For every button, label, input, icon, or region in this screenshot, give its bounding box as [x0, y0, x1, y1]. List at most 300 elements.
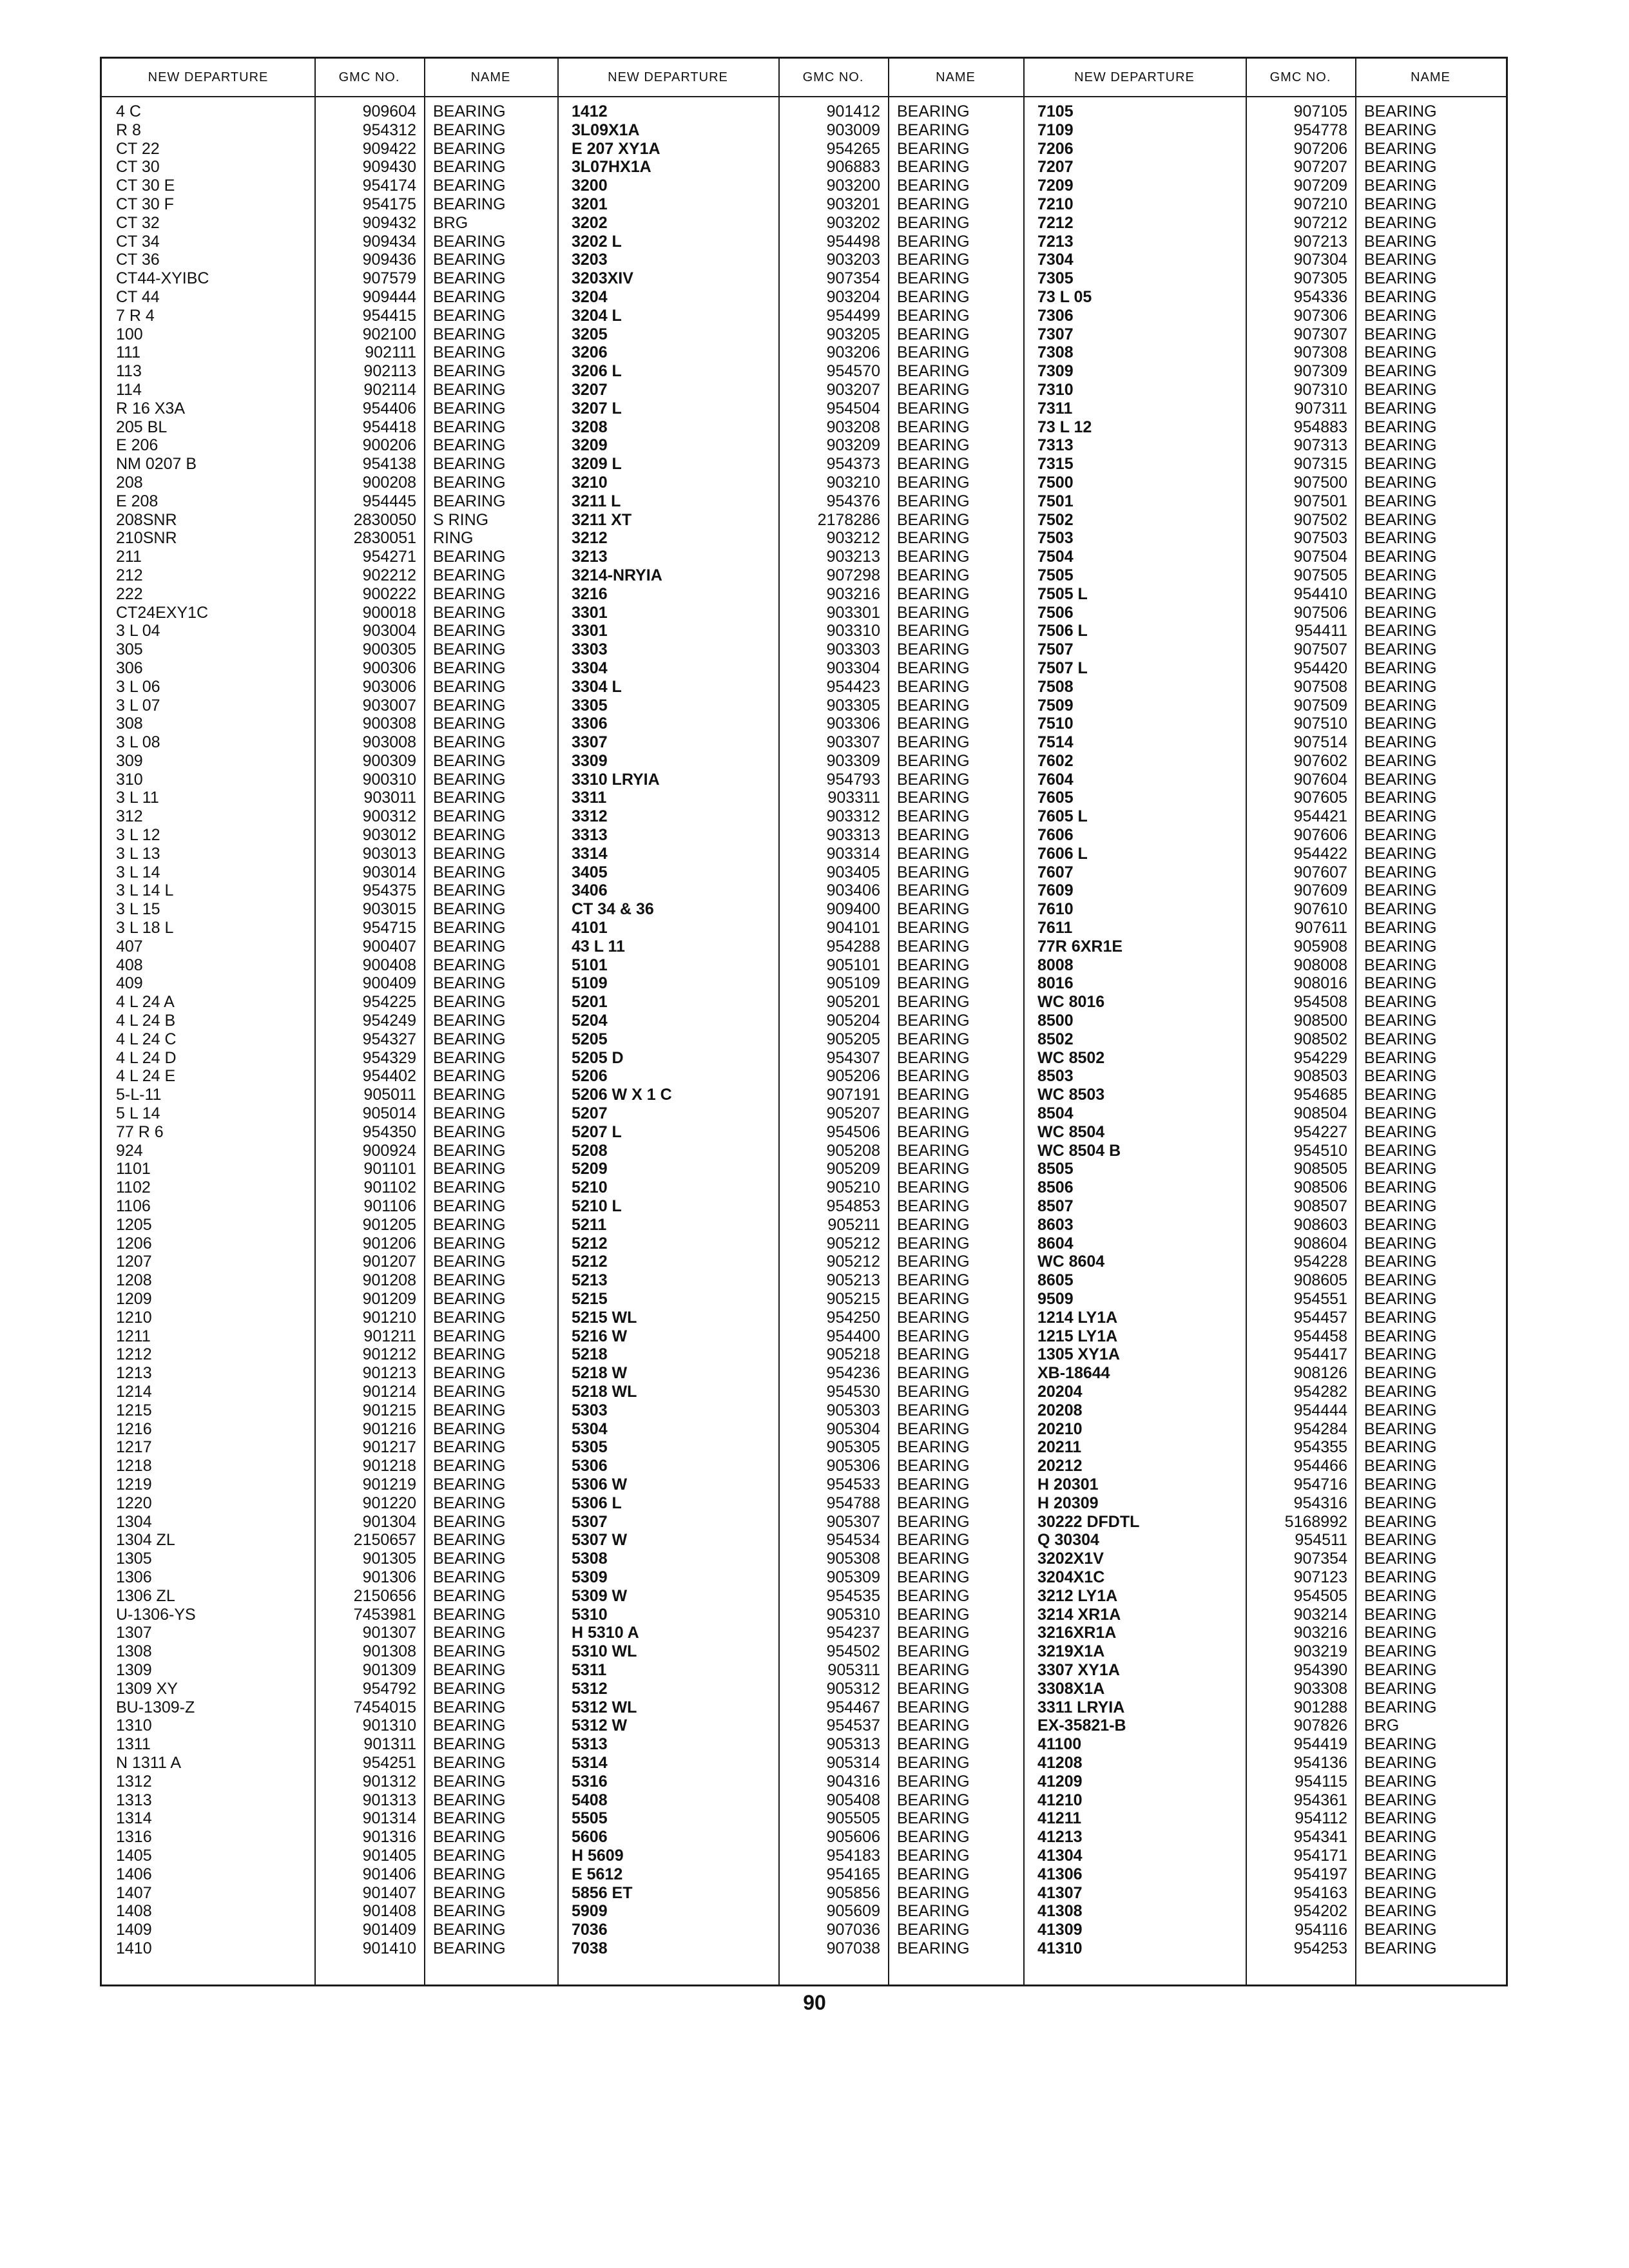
new-departure-cell: 3211 XT — [572, 510, 632, 529]
part-name-cell: BEARING — [897, 269, 970, 288]
gmc-number-cell: 954457 — [1293, 1308, 1347, 1327]
new-departure-cell: 7305 — [1037, 269, 1074, 288]
new-departure-cell: 73 L 12 — [1037, 418, 1092, 436]
new-departure-column-2 — [557, 102, 793, 1958]
part-name-cell: BEARING — [897, 306, 970, 325]
gmc-number-cell: 901316 — [362, 1828, 416, 1847]
new-departure-cell: 7308 — [1037, 343, 1074, 362]
new-departure-cell: 1206 — [116, 1234, 152, 1253]
gmc-number-cell: 901409 — [362, 1921, 416, 1939]
gmc-number-cell: 905215 — [826, 1290, 880, 1308]
gmc-number-cell: 900308 — [362, 715, 416, 733]
new-departure-cell: 3308X1A — [1037, 1679, 1105, 1698]
gmc-number-cell: 901218 — [362, 1457, 416, 1475]
new-departure-cell: 924 — [116, 1141, 143, 1160]
gmc-number-cell: 907611 — [1295, 919, 1347, 937]
part-name-cell: BEARING — [897, 473, 970, 492]
part-name-cell: BEARING — [1364, 251, 1437, 269]
gmc-number-cell: 954883 — [1293, 418, 1347, 436]
part-name-cell: BEARING — [433, 1141, 506, 1160]
new-departure-cell: 1102 — [116, 1178, 151, 1197]
part-name-cell: BEARING — [1364, 269, 1437, 288]
part-name-cell: BEARING — [897, 1531, 970, 1550]
gmc-number-cell: 954375 — [362, 881, 416, 900]
new-departure-cell: 41213 — [1037, 1828, 1083, 1847]
new-departure-cell: 41308 — [1037, 1902, 1083, 1921]
gmc-number-cell: 954329 — [362, 1048, 416, 1067]
part-name-cell: BEARING — [433, 826, 506, 845]
part-name-cell: BEARING — [433, 807, 506, 826]
gmc-number-cell: 903405 — [826, 863, 880, 881]
new-departure-cell: 205 BL — [116, 418, 168, 436]
gmc-number-cell: 900408 — [362, 956, 416, 974]
new-departure-cell: WC 8502 — [1037, 1048, 1105, 1067]
part-name-cell: BEARING — [1364, 1902, 1437, 1921]
gmc-number-cell: 954171 — [1293, 1846, 1347, 1865]
gmc-number-cell: 908502 — [1293, 1030, 1347, 1048]
new-departure-cell: 4 L 24 E — [116, 1067, 176, 1086]
new-departure-cell: 3406 — [572, 881, 608, 900]
part-name-cell: BEARING — [897, 325, 970, 343]
gmc-number-cell: 907206 — [1293, 139, 1347, 158]
new-departure-cell: 1316 — [116, 1828, 152, 1847]
gmc-number-cell: 7454015 — [353, 1698, 416, 1716]
part-name-cell: BEARING — [433, 1197, 506, 1216]
part-name-cell: BEARING — [1364, 102, 1437, 120]
part-name-cell: BEARING — [433, 1679, 506, 1698]
new-departure-cell: CT24EXY1C — [116, 603, 209, 622]
part-name-cell: BEARING — [897, 1809, 970, 1828]
new-departure-cell: E 208 — [116, 492, 159, 510]
gmc-number-cell: 907123 — [1293, 1568, 1347, 1586]
new-departure-cell: 7105 — [1037, 102, 1074, 120]
part-name-cell: BEARING — [433, 120, 506, 139]
new-departure-cell: 5205 D — [572, 1048, 624, 1067]
part-name-cell: BEARING — [897, 1104, 970, 1123]
gmc-number-cell: 903204 — [826, 287, 880, 306]
new-departure-cell: 3311 — [572, 789, 607, 807]
gmc-number-cell: 908504 — [1293, 1104, 1347, 1123]
part-name-cell: S RING — [433, 510, 489, 529]
new-departure-cell: 3312 — [572, 807, 608, 826]
part-name-cell: BEARING — [1364, 380, 1437, 399]
gmc-number-cell: 954355 — [1293, 1438, 1347, 1457]
part-name-cell: BEARING — [1364, 455, 1437, 474]
gmc-number-cell: 954350 — [362, 1122, 416, 1141]
part-name-cell: BEARING — [433, 566, 506, 584]
part-name-cell: BEARING — [897, 492, 970, 510]
new-departure-cell: U-1306-YS — [116, 1605, 196, 1624]
gmc-number-cell: 954307 — [826, 1048, 880, 1067]
new-departure-cell: 5309 — [572, 1568, 608, 1586]
new-departure-cell: CT 32 — [116, 213, 160, 232]
gmc-number-cell: 905101 — [826, 956, 880, 974]
part-name-cell: BEARING — [897, 1438, 970, 1457]
part-name-cell: BEARING — [1364, 640, 1437, 659]
gmc-number-cell: 903013 — [362, 844, 416, 863]
gmc-number-cell: 907315 — [1293, 455, 1347, 474]
new-departure-cell: 1308 — [116, 1642, 152, 1661]
part-name-cell: BEARING — [433, 1698, 506, 1716]
new-departure-cell: 5606 — [572, 1828, 608, 1847]
part-name-cell: BEARING — [433, 548, 506, 566]
gmc-number-cell: 954778 — [1293, 120, 1347, 139]
part-name-cell: BEARING — [433, 1401, 506, 1419]
part-name-cell: BEARING — [897, 1660, 970, 1679]
new-departure-cell: 5210 L — [572, 1197, 622, 1216]
new-departure-cell: 3307 XY1A — [1037, 1660, 1120, 1679]
gmc-number-cell: 903206 — [826, 343, 880, 362]
gmc-number-cell: 954288 — [826, 937, 880, 956]
part-name-cell: BEARING — [433, 1568, 506, 1586]
new-departure-cell: 73 L 05 — [1037, 287, 1092, 306]
part-name-cell: BEARING — [897, 993, 970, 1012]
gmc-number-cell: 907209 — [1293, 177, 1347, 195]
new-departure-cell: 8507 — [1037, 1197, 1074, 1216]
part-name-cell: BEARING — [1364, 1772, 1437, 1791]
gmc-number-cell: 907304 — [1293, 251, 1347, 269]
header-gmc-no-2: GMC NO. — [802, 70, 864, 84]
gmc-number-cell: 909430 — [362, 158, 416, 177]
part-name-cell: BEARING — [433, 1160, 506, 1178]
gmc-number-cell: 954115 — [1295, 1772, 1347, 1791]
new-departure-cell: 3313 — [572, 826, 608, 845]
part-name-cell: BEARING — [433, 789, 506, 807]
new-departure-cell: 41210 — [1037, 1791, 1083, 1809]
new-departure-cell: 3204X1C — [1037, 1568, 1105, 1586]
part-name-cell: BEARING — [433, 1550, 506, 1568]
part-name-cell: BEARING — [433, 1048, 506, 1067]
gmc-number-cell: 902100 — [362, 325, 416, 343]
new-departure-cell: 4101 — [572, 919, 608, 937]
new-departure-cell: WC 8504 B — [1037, 1141, 1121, 1160]
new-departure-cell: 1307 — [116, 1624, 152, 1642]
new-departure-cell: H 5609 — [572, 1846, 624, 1865]
gmc-number-cell: 954402 — [362, 1067, 416, 1086]
gmc-number-cell: 5168992 — [1284, 1512, 1347, 1531]
new-departure-cell: 1310 — [116, 1716, 152, 1735]
part-name-cell: BEARING — [897, 1568, 970, 1586]
gmc-number-cell: 903305 — [826, 696, 880, 715]
new-departure-cell: 407 — [116, 937, 143, 956]
part-name-cell: BEARING — [897, 529, 970, 548]
part-name-cell: BEARING — [897, 1735, 970, 1754]
new-departure-cell: 5218 — [572, 1345, 608, 1364]
part-name-cell: BEARING — [897, 956, 970, 974]
part-name-cell: BEARING — [433, 1865, 506, 1883]
new-departure-cell: 3L07HX1A — [572, 158, 651, 177]
part-name-cell: BEARING — [433, 1290, 506, 1308]
part-name-cell: BEARING — [1364, 1586, 1437, 1605]
part-name-cell: BEARING — [1364, 529, 1437, 548]
part-name-cell: BEARING — [1364, 1104, 1437, 1123]
new-departure-cell: 3L09X1A — [572, 120, 640, 139]
part-name-cell: BEARING — [1364, 807, 1437, 826]
new-departure-cell: 3204 L — [572, 306, 622, 325]
gmc-number-cell: 901209 — [362, 1290, 416, 1308]
part-name-cell: BEARING — [1364, 362, 1437, 381]
new-departure-cell: 3204 — [572, 287, 608, 306]
new-departure-cell: 20211 — [1037, 1438, 1082, 1457]
gmc-number-cell: 954136 — [1293, 1753, 1347, 1772]
new-departure-cell: 20204 — [1037, 1382, 1083, 1401]
gmc-number-cell: 907509 — [1293, 696, 1347, 715]
gmc-number-cell: 908604 — [1293, 1234, 1347, 1253]
new-departure-cell: 1220 — [116, 1494, 152, 1512]
part-name-cell: BEARING — [433, 418, 506, 436]
part-name-cell: BEARING — [897, 733, 970, 752]
gmc-number-cell: 954716 — [1293, 1475, 1347, 1494]
part-name-cell: BEARING — [897, 1382, 970, 1401]
part-name-cell: BEARING — [433, 1382, 506, 1401]
gmc-number-cell: 903012 — [362, 826, 416, 845]
header-new-departure-3: NEW DEPARTURE — [1074, 70, 1195, 84]
part-name-cell: BEARING — [897, 380, 970, 399]
part-name-cell: BEARING — [433, 863, 506, 881]
new-departure-cell: 5218 WL — [572, 1382, 637, 1401]
part-name-cell: BEARING — [433, 1753, 506, 1772]
gmc-number-cell: 905303 — [826, 1401, 880, 1419]
part-name-cell: BEARING — [897, 622, 970, 640]
gmc-number-cell: 7453981 — [353, 1605, 416, 1624]
part-name-cell: BEARING — [1364, 844, 1437, 863]
gmc-number-cell: 954174 — [362, 177, 416, 195]
new-departure-cell: 7500 — [1037, 473, 1074, 492]
new-departure-cell: 5306 W — [572, 1475, 628, 1494]
new-departure-cell: 7310 — [1037, 380, 1074, 399]
gmc-number-cell: 954410 — [1293, 584, 1347, 603]
new-departure-cell: 7605 — [1037, 789, 1074, 807]
new-departure-cell: 5856 ET — [572, 1883, 633, 1902]
part-name-cell: BEARING — [897, 677, 970, 696]
gmc-number-cell: 954458 — [1293, 1327, 1347, 1345]
gmc-number-cell: 900222 — [362, 584, 416, 603]
part-name-cell: BEARING — [1364, 1735, 1437, 1754]
gmc-number-cell: 905609 — [826, 1902, 880, 1921]
part-name-cell: BEARING — [1364, 1642, 1437, 1661]
part-name-cell: BEARING — [1364, 1215, 1437, 1234]
part-name-cell: BEARING — [897, 863, 970, 881]
part-name-cell: BEARING — [433, 733, 506, 752]
new-departure-cell: 1311 — [116, 1735, 151, 1754]
part-name-cell: BEARING — [1364, 919, 1437, 937]
part-name-cell: BEARING — [433, 622, 506, 640]
gmc-number-cell: 905307 — [826, 1512, 880, 1531]
new-departure-cell: 1214 LY1A — [1037, 1308, 1118, 1327]
new-departure-cell: 7509 — [1037, 696, 1074, 715]
gmc-number-cell: 907036 — [826, 1921, 880, 1939]
new-departure-cell: 113 — [116, 362, 142, 381]
gmc-number-cell: 909604 — [362, 102, 416, 120]
new-departure-cell: 3219X1A — [1037, 1642, 1105, 1661]
new-departure-cell: 8500 — [1037, 1012, 1074, 1030]
part-name-cell: BEARING — [433, 492, 506, 510]
gmc-number-cell: 907191 — [826, 1086, 880, 1104]
new-departure-cell: CT 30 — [116, 158, 160, 177]
new-departure-cell: 3209 — [572, 436, 608, 455]
new-departure-cell: 7505 L — [1037, 584, 1088, 603]
new-departure-cell: 3307 — [572, 733, 608, 752]
part-name-cell: BEARING — [433, 881, 506, 900]
gmc-number-cell: 905304 — [826, 1419, 880, 1438]
new-departure-cell: WC 8604 — [1037, 1253, 1105, 1271]
part-name-cell: BRG — [1364, 1716, 1400, 1735]
new-departure-cell: NM 0207 B — [116, 455, 197, 474]
gmc-number-cell: 901304 — [362, 1512, 416, 1531]
gmc-number-cell: 907501 — [1293, 492, 1347, 510]
gmc-number-cell: 905109 — [826, 974, 880, 993]
part-name-cell: BEARING — [897, 658, 970, 677]
part-name-cell: BEARING — [433, 455, 506, 474]
gmc-number-cell: 903406 — [826, 881, 880, 900]
part-name-cell: BEARING — [433, 287, 506, 306]
part-name-cell: BEARING — [897, 1828, 970, 1847]
gmc-number-cell: 954253 — [1293, 1939, 1347, 1957]
new-departure-cell: 212 — [116, 566, 143, 584]
gmc-number-cell: 908126 — [1293, 1364, 1347, 1383]
part-name-cell: BEARING — [433, 1030, 506, 1048]
gmc-number-cell: 909422 — [362, 139, 416, 158]
part-name-cell: BEARING — [897, 1048, 970, 1067]
new-departure-cell: 7602 — [1037, 751, 1074, 770]
gmc-number-cell: 904316 — [826, 1772, 880, 1791]
new-departure-cell: 5210 — [572, 1178, 608, 1197]
gmc-number-cell: 903309 — [826, 751, 880, 770]
part-name-cell: BEARING — [1364, 1160, 1437, 1178]
new-departure-cell: 8603 — [1037, 1215, 1074, 1234]
new-departure-cell: 5312 W — [572, 1716, 628, 1735]
part-name-cell: BEARING — [1364, 1067, 1437, 1086]
part-name-cell: BEARING — [433, 1067, 506, 1086]
part-name-cell: BEARING — [897, 195, 970, 213]
gmc-number-cell: 907306 — [1293, 306, 1347, 325]
part-name-cell: BEARING — [1364, 213, 1437, 232]
new-departure-cell: 3311 LRYIA — [1037, 1698, 1125, 1716]
gmc-number-cell: 907504 — [1293, 548, 1347, 566]
part-name-cell: BEARING — [433, 584, 506, 603]
new-departure-cell: 7514 — [1037, 733, 1074, 752]
new-departure-cell: 1306 ZL — [116, 1586, 175, 1605]
part-name-cell: BEARING — [897, 603, 970, 622]
part-name-cell: BEARING — [433, 1605, 506, 1624]
new-departure-cell: 1410 — [116, 1939, 152, 1957]
new-departure-cell: 5909 — [572, 1902, 608, 1921]
new-departure-cell: H 20309 — [1037, 1494, 1099, 1512]
gmc-number-cell: 908008 — [1293, 956, 1347, 974]
gmc-number-cell: 901288 — [1293, 1698, 1347, 1716]
part-name-cell: BEARING — [1364, 325, 1437, 343]
gmc-number-cell: 902114 — [363, 380, 416, 399]
new-departure-cell: 1207 — [116, 1253, 152, 1271]
gmc-number-cell: 907307 — [1293, 325, 1347, 343]
new-departure-cell: 3 L 07 — [116, 696, 160, 715]
gmc-number-cell: 903209 — [826, 436, 880, 455]
new-departure-cell: 7109 — [1037, 120, 1074, 139]
gmc-number-cell: 900306 — [362, 658, 416, 677]
gmc-number-cell: 905205 — [826, 1030, 880, 1048]
new-departure-cell: 100 — [116, 325, 143, 343]
part-name-cell: BEARING — [1364, 139, 1437, 158]
new-departure-cell: 3301 — [572, 622, 608, 640]
gmc-number-cell: 907507 — [1293, 640, 1347, 659]
gmc-number-cell: 900312 — [362, 807, 416, 826]
new-departure-cell: 1218 — [116, 1457, 152, 1475]
gmc-number-cell: 907210 — [1293, 195, 1347, 213]
gmc-number-cell: 954535 — [826, 1586, 880, 1605]
part-name-cell: BEARING — [897, 584, 970, 603]
new-departure-cell: 7611 — [1037, 919, 1073, 937]
part-name-cell: BEARING — [1364, 1197, 1437, 1216]
gmc-number-cell: 954175 — [362, 195, 416, 213]
part-name-cell: BEARING — [1364, 1086, 1437, 1104]
gmc-number-cell: 907309 — [1293, 362, 1347, 381]
new-departure-cell: 222 — [116, 584, 143, 603]
gmc-number-cell: 903311 — [827, 789, 880, 807]
gmc-number-cell: 905212 — [826, 1234, 880, 1253]
gmc-number-cell: 954467 — [826, 1698, 880, 1716]
new-departure-cell: 1211 — [116, 1327, 151, 1345]
part-name-cell: BEARING — [897, 1160, 970, 1178]
new-departure-cell: 5205 — [572, 1030, 608, 1048]
new-departure-cell: 1309 XY — [116, 1679, 178, 1698]
gmc-number-cell: 907354 — [1293, 1550, 1347, 1568]
gmc-number-cell: 903307 — [826, 733, 880, 752]
gmc-number-cell: 905305 — [826, 1438, 880, 1457]
new-departure-cell: 7 R 4 — [116, 306, 155, 325]
part-name-cell: BEARING — [1364, 1364, 1437, 1383]
part-name-cell: BEARING — [897, 1624, 970, 1642]
part-name-cell: BEARING — [1364, 1753, 1437, 1772]
gmc-number-cell: 900407 — [362, 937, 416, 956]
part-name-cell: BEARING — [1364, 548, 1437, 566]
part-name-cell: BEARING — [897, 1772, 970, 1791]
part-name-cell: BEARING — [897, 881, 970, 900]
new-departure-cell: 20208 — [1037, 1401, 1083, 1419]
part-name-cell: BEARING — [897, 1753, 970, 1772]
new-departure-cell: 5206 — [572, 1067, 608, 1086]
gmc-number-cell: 903210 — [826, 473, 880, 492]
new-departure-cell: 7038 — [572, 1939, 608, 1957]
gmc-number-cell: 954406 — [362, 399, 416, 418]
part-name-cell: BEARING — [897, 251, 970, 269]
part-name-cell: BEARING — [897, 1605, 970, 1624]
part-name-cell: BEARING — [897, 232, 970, 251]
part-name-cell: BEARING — [1364, 584, 1437, 603]
new-departure-cell: 7304 — [1037, 251, 1074, 269]
gmc-number-cell: 954505 — [1293, 1586, 1347, 1605]
gmc-number-cell: 900924 — [362, 1141, 416, 1160]
part-name-cell: BEARING — [897, 1642, 970, 1661]
new-departure-cell: 1305 XY1A — [1037, 1345, 1120, 1364]
gmc-number-cell: 905306 — [826, 1457, 880, 1475]
new-departure-cell: 7506 L — [1037, 622, 1088, 640]
gmc-number-cell: 900305 — [362, 640, 416, 659]
new-departure-cell: 208SNR — [116, 510, 177, 529]
new-departure-cell: 1213 — [116, 1364, 152, 1383]
part-name-cell: BEARING — [1364, 177, 1437, 195]
part-name-cell: BEARING — [897, 362, 970, 381]
new-departure-cell: 3205 — [572, 325, 608, 343]
part-name-cell: BEARING — [433, 1809, 506, 1828]
part-name-cell: BEARING — [433, 102, 506, 120]
part-name-cell: BEARING — [1364, 287, 1437, 306]
new-departure-cell: 3213 — [572, 548, 608, 566]
part-name-cell: BEARING — [897, 139, 970, 158]
new-departure-cell: 309 — [116, 751, 143, 770]
gmc-number-cell: 905211 — [827, 1215, 880, 1234]
gmc-number-cell: 905212 — [826, 1253, 880, 1271]
gmc-number-cell: 905206 — [826, 1067, 880, 1086]
